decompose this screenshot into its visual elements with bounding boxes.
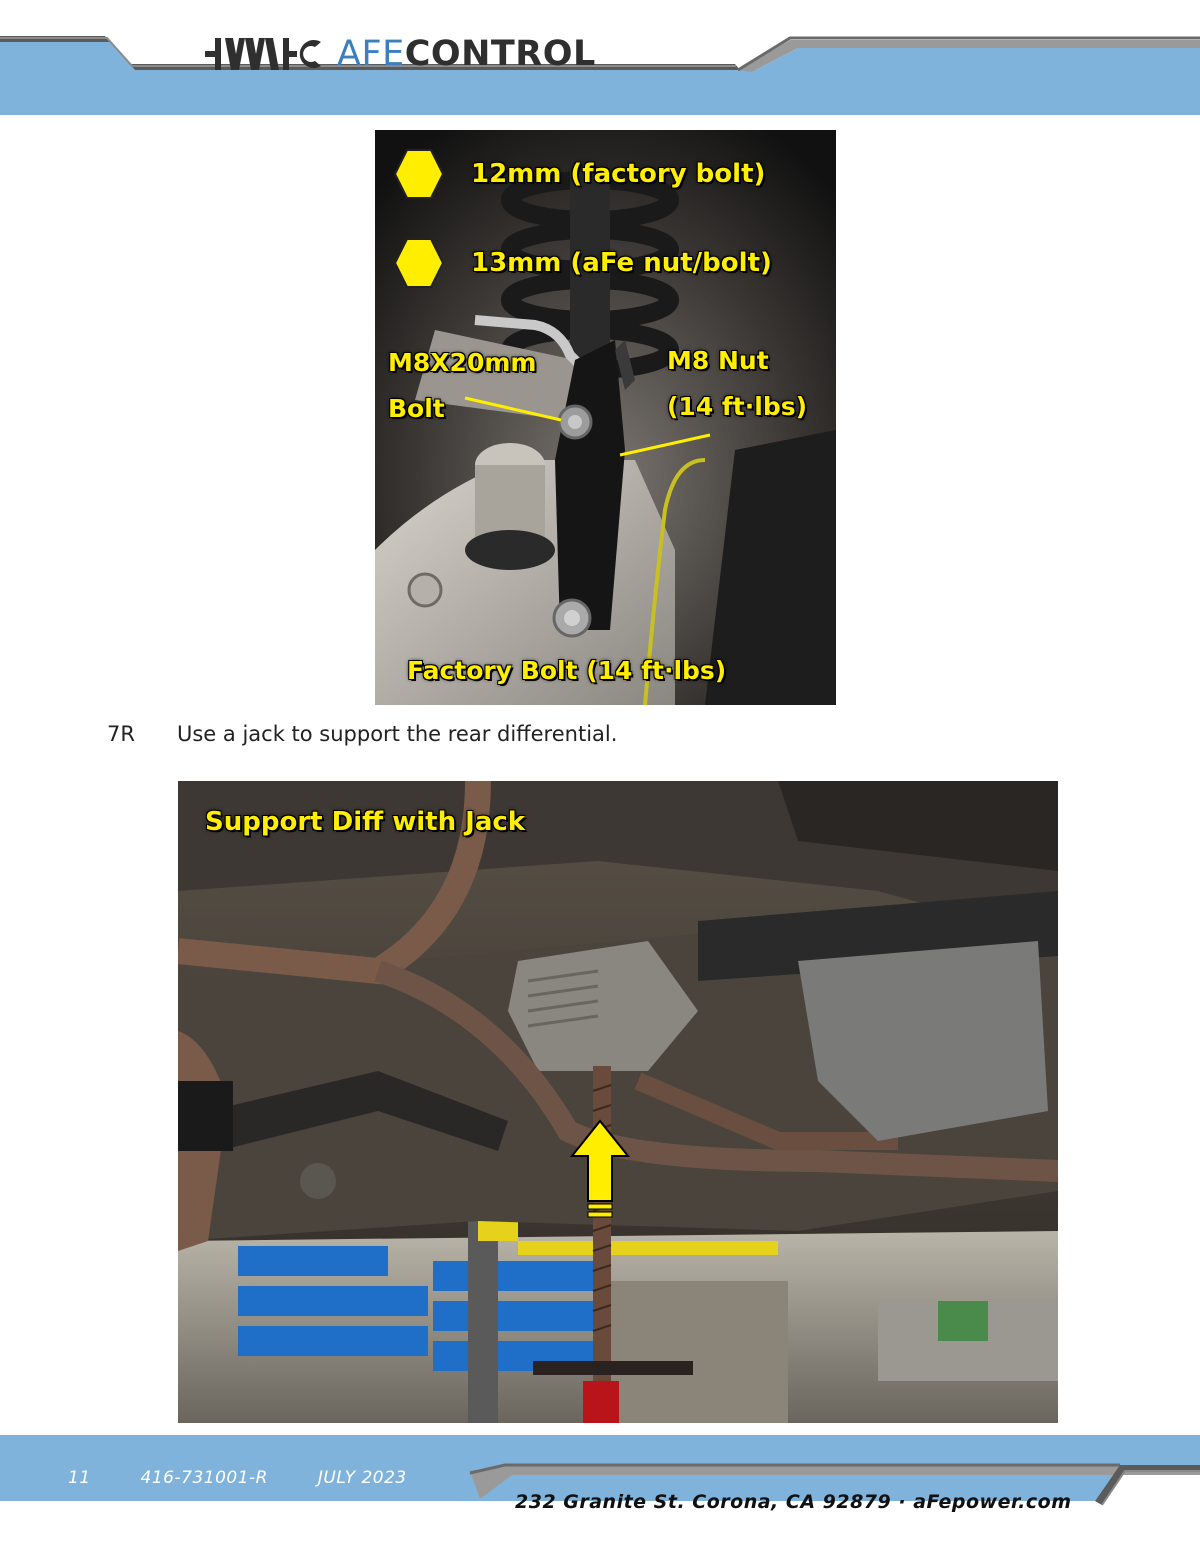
document-date: JULY 2023 [317,1468,407,1488]
logo-mark-icon [205,34,323,74]
step-7r [107,722,617,746]
brand-afe: AFE [337,34,405,74]
part-number: 416-731001-R [140,1468,268,1488]
jack-support-photo [178,781,1058,1423]
jack-photo-caption: Support Diff with Jack [205,807,526,837]
step-text: Use a jack to support the rear differential. [177,722,618,746]
hex-icon [393,148,445,200]
step-number: 7R [107,722,135,746]
bracket-photo [375,130,836,705]
afe-control-logo [205,32,596,76]
header-band [0,0,1200,115]
page-number: 11 [68,1468,91,1488]
footer-address: 232 Granite St. Corona, CA 92879 · aFepower.com [515,1491,1072,1513]
nut-callout-line1: M8 Nut [667,346,769,375]
legend-13mm [393,237,772,289]
legend-13mm-label: 13mm (aFe nut/bolt) [471,248,772,278]
factory-bolt-callout: Factory Bolt (14 ft·lbs) [407,656,727,685]
brand-control: CONTROL [404,34,596,74]
hex-icon [393,237,445,289]
bolt-callout-line2: Bolt [388,394,445,423]
legend-12mm-label: 12mm (factory bolt) [471,159,766,189]
nut-callout-line2: (14 ft·lbs) [667,392,808,421]
legend-12mm [393,148,765,200]
bolt-callout-line1: M8X20mm [388,348,537,377]
page-header [0,0,1200,115]
footer-meta [68,1468,451,1488]
jack-support-illustration [178,781,1058,1423]
